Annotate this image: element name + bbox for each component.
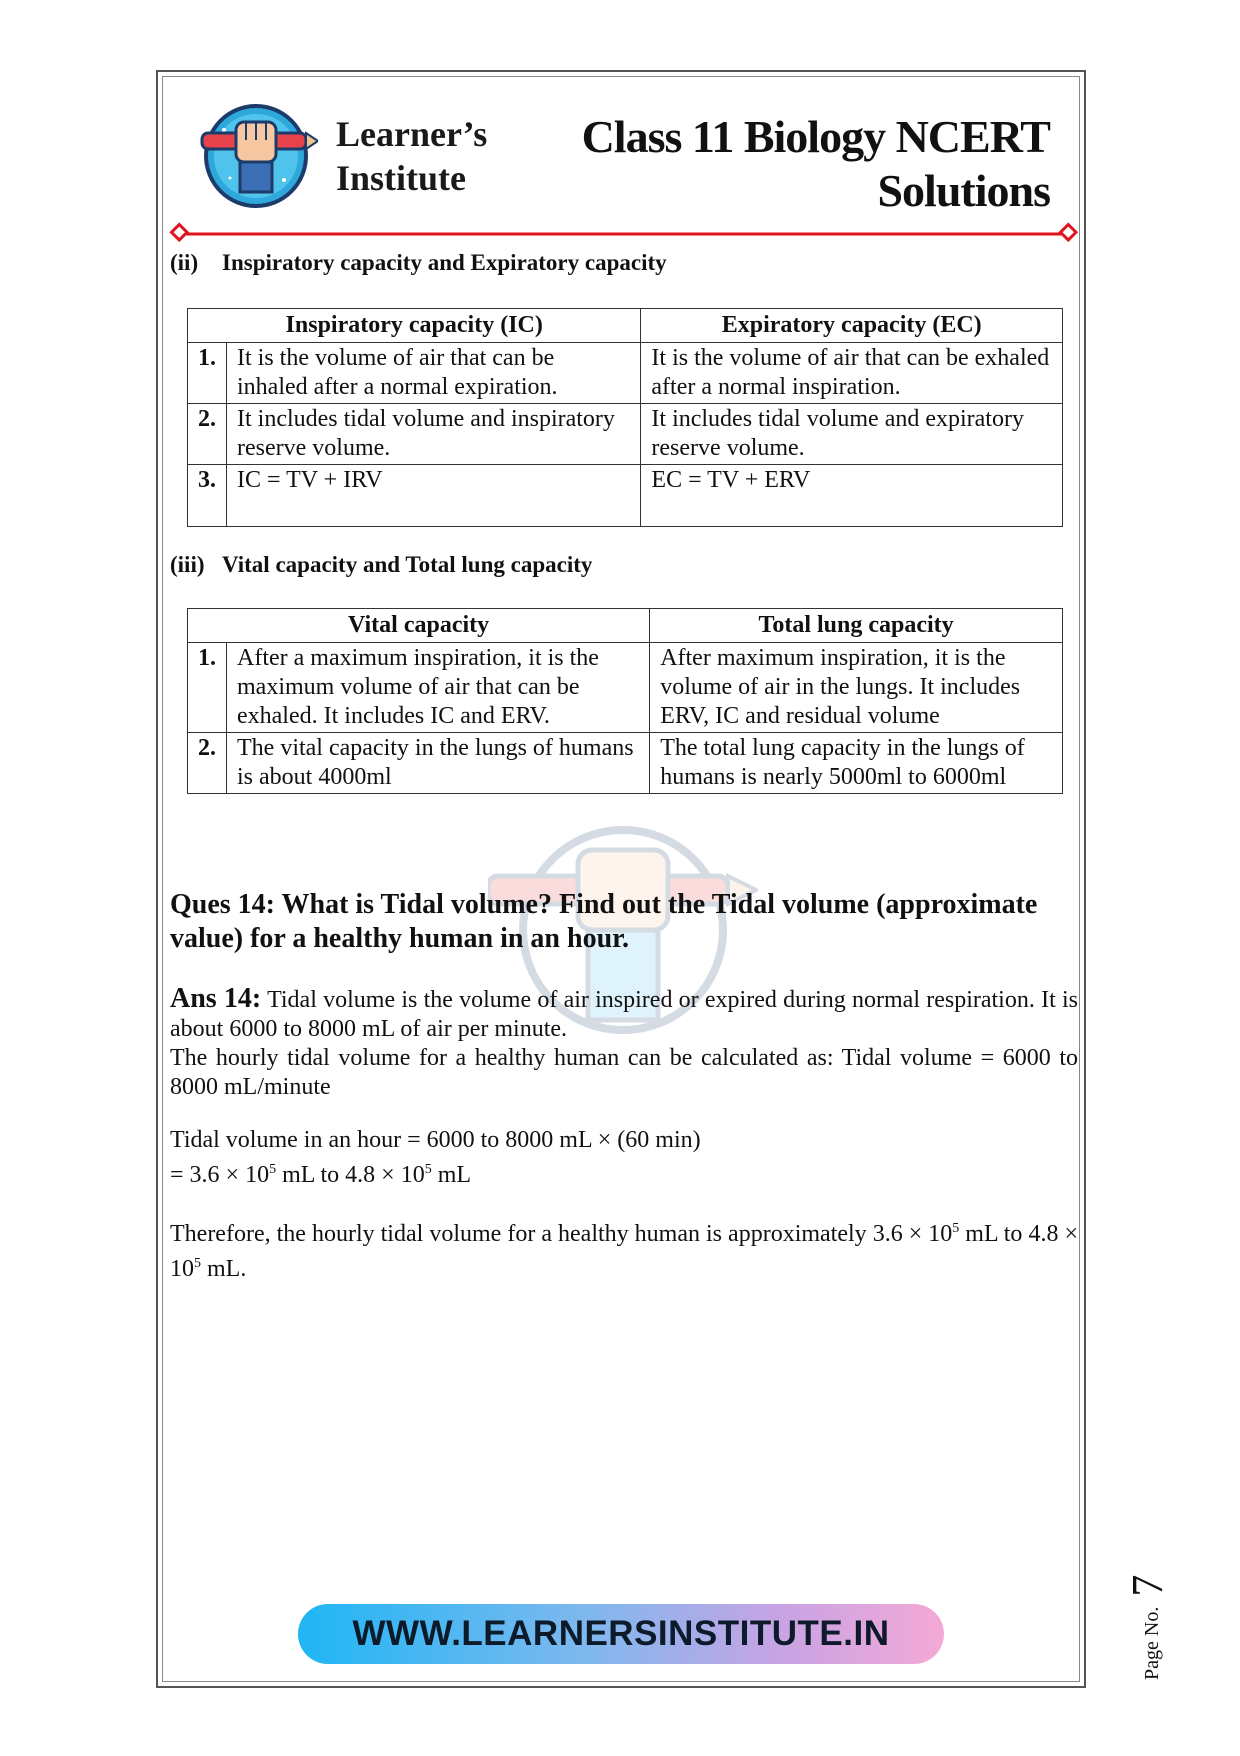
- row-number: 2.: [188, 404, 227, 465]
- table-row: [188, 643, 1063, 733]
- column-header: Vital capacity: [188, 609, 650, 643]
- column-header: Inspiratory capacity (IC): [188, 309, 641, 343]
- ic-ec-table: [187, 308, 1063, 527]
- answer-paragraph-4: = $3.6 \times 10^5$ mL to $4.8 \times 10^5$ mL: [170, 1162, 472, 1188]
- header-divider: [168, 222, 1078, 246]
- table-row: [188, 465, 1063, 527]
- table-header-row: [188, 609, 1063, 643]
- section-iii-number: (iii): [170, 552, 205, 577]
- section-iii-heading: [170, 552, 592, 578]
- answer-paragraph-2: The hourly tidal volume for a healthy human can be calculated as: Tidal volume = 6000 to 8000 mL/minute: [170, 1045, 1078, 1100]
- table-cell: The vital capacity in the lungs of humans is about 4000ml: [227, 733, 650, 794]
- answer-label: Ans 14:: [170, 983, 262, 1014]
- title-line-2: Solutions: [877, 165, 1050, 216]
- row-number: 3.: [188, 465, 227, 527]
- section-ii-number: (ii): [170, 250, 199, 275]
- table-cell: After maximum inspiration, it is the volume of air in the lungs. It includes ERV, IC and residual volume: [650, 643, 1063, 733]
- row-number: 1.: [188, 343, 227, 404]
- table-header-row: [188, 309, 1063, 343]
- table-cell: EC = TV + ERV: [641, 465, 1063, 527]
- section-iii-title: Vital capacity and Total lung capacity: [222, 552, 593, 577]
- answer-paragraph-3: Tidal volume in an hour = 6000 to 8000 mL × (60 min): [170, 1127, 701, 1153]
- document-title: [582, 110, 1050, 218]
- table-cell: After a maximum inspiration, it is the maximum volume of air that can be exhaled. It includes IC and ERV.: [227, 643, 650, 733]
- column-header: Total lung capacity: [650, 609, 1063, 643]
- section-ii-title: Inspiratory capacity and Expiratory capacity: [222, 250, 667, 275]
- page-number: [1122, 1575, 1173, 1680]
- answer-paragraph-5: Therefore, the hourly tidal volume for a healthy human is approximately $3.6 \times 10^5$ mL to $4.8 \times 10^5$ mL.: [170, 1221, 1079, 1282]
- table-cell: It is the volume of air that can be inhaled after a normal expiration.: [227, 343, 641, 404]
- table-cell: IC = TV + IRV: [227, 465, 641, 527]
- section-ii-heading: [170, 250, 667, 276]
- row-number: 2.: [188, 733, 227, 794]
- learners-institute-logo: [200, 100, 318, 210]
- answer-text-1: Tidal volume is the volume of air inspired or expired during normal respiration. It is about 6000 to 8000 mL of air per minute.: [170, 987, 1078, 1042]
- table-cell: It includes tidal volume and inspiratory reserve volume.: [227, 404, 641, 465]
- question-14: Ques 14: What is Tidal volume? Find out the Tidal volume (approximate value) for a healthy human in an hour.: [170, 889, 1038, 954]
- table-cell: It includes tidal volume and expiratory reserve volume.: [641, 404, 1063, 465]
- row-number: 1.: [188, 643, 227, 733]
- table-cell: The total lung capacity in the lungs of humans is nearly 5000ml to 6000ml: [650, 733, 1063, 794]
- table-row: [188, 404, 1063, 465]
- brand-line-2: Institute: [336, 158, 467, 198]
- page-label: Page No.: [1141, 1606, 1163, 1680]
- table-cell: It is the volume of air that can be exhaled after a normal inspiration.: [641, 343, 1063, 404]
- table-row: [188, 733, 1063, 794]
- answer-14: [170, 984, 1078, 1284]
- vc-tlc-table: [187, 608, 1063, 794]
- website-link[interactable]: WWW.LEARNERSINSTITUTE.IN: [352, 1614, 890, 1653]
- brand-name: [336, 112, 487, 200]
- page-number-value: 7: [1123, 1574, 1172, 1597]
- brand-line-1: Learner’s: [336, 114, 488, 154]
- table-row: [188, 343, 1063, 404]
- answer-paragraph-1: [170, 984, 1078, 1044]
- column-header: Expiratory capacity (EC): [641, 309, 1063, 343]
- title-line-1: Class 11 Biology NCERT: [581, 111, 1050, 162]
